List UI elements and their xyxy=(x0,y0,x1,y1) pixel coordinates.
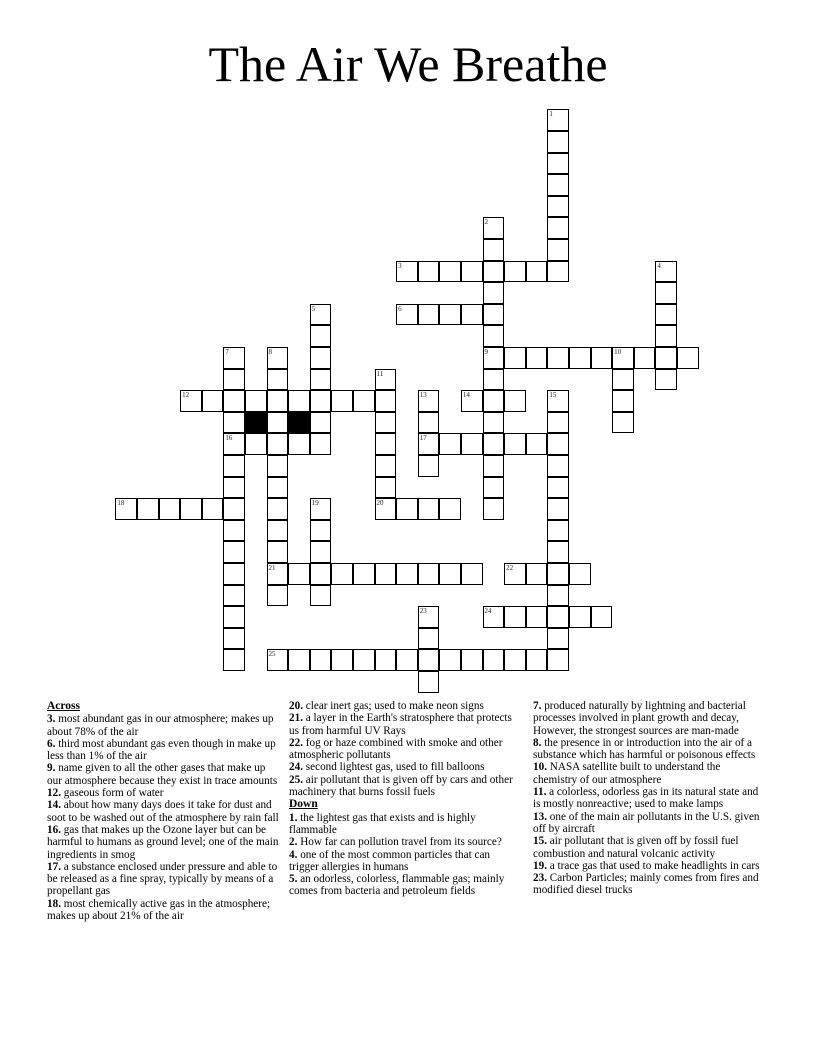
clue-number: 13 xyxy=(533,810,545,823)
grid-cell[interactable] xyxy=(439,433,461,455)
grid-cell[interactable] xyxy=(375,412,397,434)
grid-cell[interactable] xyxy=(223,455,245,477)
cell-number: 19 xyxy=(311,499,319,508)
clue-text: third most abundant gas even though in make up less than 1% of the air xyxy=(47,737,276,763)
grid-cell[interactable] xyxy=(267,433,289,455)
grid-cell[interactable] xyxy=(547,563,569,585)
grid-cell[interactable] xyxy=(461,649,483,671)
cell-number: 14 xyxy=(462,391,470,400)
across-clue xyxy=(289,712,521,737)
clue-number-dot: . xyxy=(294,811,301,824)
grid-cell[interactable] xyxy=(180,390,202,412)
grid-cell[interactable] xyxy=(310,369,332,391)
black-cell xyxy=(288,412,310,434)
grid-cell[interactable] xyxy=(483,347,505,369)
clue-number-dot: . xyxy=(544,761,550,774)
grid-cell[interactable] xyxy=(612,390,634,412)
grid-cell[interactable] xyxy=(310,412,332,434)
grid-cell[interactable] xyxy=(310,649,332,671)
clue-number: 20 xyxy=(289,700,301,712)
grid-cell[interactable] xyxy=(655,369,677,391)
grid-cell[interactable] xyxy=(547,606,569,628)
grid-cell[interactable] xyxy=(483,433,505,455)
grid-cell[interactable] xyxy=(223,585,245,607)
clue-number-dot: . xyxy=(538,700,545,712)
grid-cell[interactable] xyxy=(547,153,569,175)
clue-text: produced naturally by lightning and bacterial processes involved in plant growth and decay, However, the strongest sources are man-made xyxy=(533,700,746,737)
clue-text: the presence in or introduction into the air of a substance which has harmful or poisonous effects xyxy=(533,736,756,762)
grid-cell[interactable] xyxy=(655,304,677,326)
puzzle-title: The Air We Breathe xyxy=(208,36,608,92)
grid-cell[interactable] xyxy=(591,606,613,628)
clue-text: one of the most common particles that can trigger allergies in humans xyxy=(289,848,491,873)
grid-cell[interactable] xyxy=(655,325,677,347)
clue-number-dot: . xyxy=(544,859,550,872)
cell-number: 25 xyxy=(268,650,276,659)
clue-text: air pollutant that is given off by cars and other machinery that burns fossil fuels xyxy=(289,773,513,799)
cell-number: 24 xyxy=(484,607,492,616)
grid-cell[interactable] xyxy=(526,563,548,585)
grid-cell[interactable] xyxy=(547,649,569,671)
across-clue xyxy=(47,799,279,824)
grid-cell[interactable] xyxy=(483,455,505,477)
grid-cell[interactable] xyxy=(439,563,461,585)
grid-cell[interactable] xyxy=(504,563,526,585)
grid-cell[interactable] xyxy=(418,563,440,585)
down-clue xyxy=(533,786,765,811)
grid-cell[interactable] xyxy=(353,563,375,585)
grid-cell[interactable] xyxy=(461,304,483,326)
grid-cell[interactable] xyxy=(526,606,548,628)
grid-cell[interactable] xyxy=(375,563,397,585)
grid-cell[interactable] xyxy=(655,282,677,304)
grid-cell[interactable] xyxy=(547,520,569,542)
grid-cell[interactable] xyxy=(310,304,332,326)
black-cell xyxy=(245,412,267,434)
cell-number: 15 xyxy=(549,391,557,400)
clue-number-dot: . xyxy=(544,835,550,848)
grid-cell[interactable] xyxy=(569,606,591,628)
across-clue xyxy=(289,774,521,799)
cell-number: 7 xyxy=(225,347,229,356)
grid-cell[interactable] xyxy=(418,412,440,434)
clue-number-dot: . xyxy=(52,713,59,726)
clue-text: one of the main air pollutants in the U.S. given off by aircraft xyxy=(533,810,760,835)
clue-number: 16 xyxy=(47,823,59,836)
grid-cell[interactable] xyxy=(547,455,569,477)
grid-cell[interactable] xyxy=(396,563,418,585)
grid-cell[interactable] xyxy=(223,606,245,628)
grid-cell[interactable] xyxy=(331,390,353,412)
grid-cell[interactable] xyxy=(267,498,289,520)
grid-cell[interactable] xyxy=(483,217,505,239)
grid-cell[interactable] xyxy=(288,563,310,585)
clue-number: 15 xyxy=(533,835,545,848)
across-clue xyxy=(47,898,279,923)
clue-number: 8 xyxy=(533,736,539,749)
cell-number: 9 xyxy=(484,347,488,356)
grid-cell[interactable] xyxy=(483,477,505,499)
grid-cell[interactable] xyxy=(223,477,245,499)
grid-cell[interactable] xyxy=(547,261,569,283)
grid-cell[interactable] xyxy=(547,239,569,261)
clue-number: 5 xyxy=(289,873,295,886)
clue-number: 18 xyxy=(47,897,59,910)
down-clue xyxy=(289,812,521,837)
grid-cell[interactable] xyxy=(547,196,569,218)
grid-cell[interactable] xyxy=(202,390,224,412)
clue-text: gaseous form of water xyxy=(63,787,164,800)
grid-cell[interactable] xyxy=(223,369,245,391)
clue-text: most abundant gas in our atmosphere; makes up about 78% of the air xyxy=(47,713,274,738)
grid-cell[interactable] xyxy=(418,261,440,283)
grid-cell[interactable] xyxy=(439,649,461,671)
grid-cell[interactable] xyxy=(483,390,505,412)
clue-text: a trace gas that used to make headlights in cars xyxy=(549,859,760,872)
grid-cell[interactable] xyxy=(504,649,526,671)
clue-number-dot: . xyxy=(52,737,59,750)
clue-text: an odorless, colorless, flammable gas; mainly comes from bacteria and petroleum fields xyxy=(289,873,505,898)
cell-number: 1 xyxy=(549,110,553,119)
grid-cell[interactable] xyxy=(547,109,569,131)
grid-cell[interactable] xyxy=(439,261,461,283)
cell-number: 4 xyxy=(657,261,661,270)
grid-cell[interactable] xyxy=(634,347,656,369)
grid-cell[interactable] xyxy=(547,131,569,153)
grid-cell[interactable] xyxy=(483,369,505,391)
clue-number: 10 xyxy=(533,761,545,774)
grid-cell[interactable] xyxy=(375,498,397,520)
across-clue xyxy=(47,713,279,738)
across-clue xyxy=(289,737,521,762)
down-clue xyxy=(533,811,765,836)
clue-text: Carbon Particles; mainly comes from fires and modified diesel trucks xyxy=(533,872,759,897)
cell-number: 11 xyxy=(376,369,384,378)
clue-text: a substance enclosed under pressure and able to be released as a fine spray, typically by means of a propellant gas xyxy=(47,860,278,898)
grid-cell[interactable] xyxy=(504,606,526,628)
grid-cell[interactable] xyxy=(461,390,483,412)
down-clue xyxy=(533,872,765,897)
grid-cell[interactable] xyxy=(267,563,289,585)
grid-cell[interactable] xyxy=(310,325,332,347)
grid-cell[interactable] xyxy=(504,390,526,412)
clue-number-dot: . xyxy=(294,873,301,886)
clue-column-3 xyxy=(533,700,765,897)
grid-cell[interactable] xyxy=(331,563,353,585)
grid-cell[interactable] xyxy=(547,347,569,369)
clue-number: 24 xyxy=(289,761,301,774)
clue-text: most chemically active gas in the atmosphere; makes up about 21% of the air xyxy=(47,897,271,923)
grid-cell[interactable] xyxy=(483,239,505,261)
grid-cell[interactable] xyxy=(223,649,245,671)
across-clue xyxy=(47,824,279,861)
grid-cell[interactable] xyxy=(418,498,440,520)
cell-number: 5 xyxy=(311,304,316,313)
grid-cell[interactable] xyxy=(483,304,505,326)
clue-number: 23 xyxy=(533,872,545,885)
clue-number: 19 xyxy=(533,859,545,872)
grid-cell[interactable] xyxy=(223,541,245,563)
cell-number: 21 xyxy=(268,563,276,572)
grid-cell[interactable] xyxy=(677,347,699,369)
grid-cell[interactable] xyxy=(483,325,505,347)
grid-cell[interactable] xyxy=(483,412,505,434)
across-clue xyxy=(47,787,279,799)
grid-cell[interactable] xyxy=(310,498,332,520)
grid-cell[interactable] xyxy=(310,433,332,455)
grid-cell[interactable] xyxy=(461,563,483,585)
down-heading: Down xyxy=(289,798,318,811)
clue-number: 22 xyxy=(289,736,301,749)
grid-cell[interactable] xyxy=(267,541,289,563)
across-clue xyxy=(289,761,521,773)
grid-cell[interactable] xyxy=(569,563,591,585)
cell-number: 23 xyxy=(419,607,427,616)
grid-cell[interactable] xyxy=(418,649,440,671)
grid-cell[interactable] xyxy=(223,390,245,412)
clue-number: 7 xyxy=(533,700,539,712)
across-clue xyxy=(47,738,279,763)
clue-number: 11 xyxy=(533,786,544,799)
cell-number: 13 xyxy=(419,391,427,400)
grid-cell[interactable] xyxy=(569,347,591,369)
clue-number-dot: . xyxy=(300,773,306,786)
grid-cell[interactable] xyxy=(288,433,310,455)
grid-cell[interactable] xyxy=(483,261,505,283)
grid-cell[interactable] xyxy=(223,498,245,520)
clue-text: a colorless, odorless gas in its natural state and is mostly nonreactive; used to make lamps xyxy=(533,786,759,811)
grid-cell[interactable] xyxy=(418,628,440,650)
grid-cell[interactable] xyxy=(223,412,245,434)
grid-cell[interactable] xyxy=(288,649,310,671)
grid-cell[interactable] xyxy=(591,347,613,369)
grid-cell[interactable] xyxy=(310,585,332,607)
clue-number-dot: . xyxy=(544,810,550,823)
grid-cell[interactable] xyxy=(396,649,418,671)
clue-text: about how many days does it take for dust and soot to be washed out of the atmosphere by rain fall xyxy=(47,799,279,824)
clue-number: 17 xyxy=(47,860,59,873)
grid-cell[interactable] xyxy=(375,433,397,455)
clue-number-dot: . xyxy=(294,848,301,861)
down-clue xyxy=(533,737,765,762)
grid-cell[interactable] xyxy=(267,585,289,607)
grid-cell[interactable] xyxy=(223,433,245,455)
grid-cell[interactable] xyxy=(375,649,397,671)
grid-cell[interactable] xyxy=(612,412,634,434)
grid-cell[interactable] xyxy=(310,520,332,542)
clue-number: 14 xyxy=(47,799,59,812)
across-clue xyxy=(47,861,279,898)
across-clue xyxy=(289,700,521,712)
grid-cell[interactable] xyxy=(547,498,569,520)
clue-text: second lightest gas, used to fill balloons xyxy=(305,761,485,774)
grid-cell[interactable] xyxy=(483,649,505,671)
grid-cell[interactable] xyxy=(461,433,483,455)
grid-cell[interactable] xyxy=(288,390,310,412)
grid-cell[interactable] xyxy=(547,433,569,455)
clue-column-2 xyxy=(289,700,521,898)
grid-cell[interactable] xyxy=(483,498,505,520)
cell-number: 8 xyxy=(268,347,272,356)
grid-cell[interactable] xyxy=(375,477,397,499)
clue-text: a layer in the Earth's stratosphere that protects us from harmful UV Rays xyxy=(289,712,512,737)
down-clue xyxy=(289,849,521,874)
grid-cell[interactable] xyxy=(353,390,375,412)
grid-cell[interactable] xyxy=(310,390,332,412)
clue-number-dot: . xyxy=(544,872,550,885)
grid-cell[interactable] xyxy=(202,498,224,520)
grid-cell[interactable] xyxy=(267,477,289,499)
cell-number: 16 xyxy=(225,434,233,443)
clue-number-dot: . xyxy=(58,897,64,910)
grid-cell[interactable] xyxy=(137,498,159,520)
clue-text: clear inert gas; used to make neon signs xyxy=(305,700,484,712)
grid-cell[interactable] xyxy=(180,498,202,520)
grid-cell[interactable] xyxy=(115,498,137,520)
grid-cell[interactable] xyxy=(245,390,267,412)
cell-number: 17 xyxy=(419,434,427,443)
cell-number: 20 xyxy=(376,499,384,508)
cell-number: 3 xyxy=(398,261,402,270)
down-clue xyxy=(289,836,521,848)
grid-cell[interactable] xyxy=(418,455,440,477)
grid-cell[interactable] xyxy=(375,455,397,477)
grid-cell[interactable] xyxy=(504,261,526,283)
grid-cell[interactable] xyxy=(547,412,569,434)
grid-cell[interactable] xyxy=(223,628,245,650)
grid-cell[interactable] xyxy=(310,541,332,563)
grid-cell[interactable] xyxy=(396,304,418,326)
grid-cell[interactable] xyxy=(267,412,289,434)
down-clue xyxy=(533,860,765,872)
grid-cell[interactable] xyxy=(267,369,289,391)
clue-number-dot: . xyxy=(300,761,306,774)
grid-cell[interactable] xyxy=(418,390,440,412)
down-clue xyxy=(533,761,765,786)
grid-cell[interactable] xyxy=(267,649,289,671)
clue-text: fog or haze combined with smoke and other atmospheric pollutants xyxy=(289,736,503,762)
grid-cell[interactable] xyxy=(439,304,461,326)
grid-cell[interactable] xyxy=(612,369,634,391)
grid-cell[interactable] xyxy=(396,261,418,283)
down-clue xyxy=(289,873,521,898)
clue-number: 12 xyxy=(47,787,59,800)
grid-cell[interactable] xyxy=(331,649,353,671)
grid-cell[interactable] xyxy=(223,520,245,542)
clue-column-1 xyxy=(47,700,279,922)
grid-cell[interactable] xyxy=(375,390,397,412)
grid-cell[interactable] xyxy=(418,304,440,326)
clue-number: 1 xyxy=(289,811,295,824)
grid-cell[interactable] xyxy=(483,606,505,628)
cell-number: 10 xyxy=(614,347,622,356)
grid-cell[interactable] xyxy=(526,261,548,283)
clue-number: 3 xyxy=(47,713,53,726)
clue-number-dot: . xyxy=(52,762,59,775)
grid-cell[interactable] xyxy=(159,498,181,520)
grid-cell[interactable] xyxy=(526,347,548,369)
clue-number-dot: . xyxy=(58,860,64,873)
grid-cell[interactable] xyxy=(267,455,289,477)
cell-number: 2 xyxy=(484,218,488,227)
grid-cell[interactable] xyxy=(483,282,505,304)
grid-cell[interactable] xyxy=(439,498,461,520)
grid-cell[interactable] xyxy=(223,347,245,369)
grid-cell[interactable] xyxy=(526,433,548,455)
grid-cell[interactable] xyxy=(245,433,267,455)
grid-cell[interactable] xyxy=(375,369,397,391)
cell-number: 22 xyxy=(506,563,514,572)
grid-cell[interactable] xyxy=(655,261,677,283)
grid-cell[interactable] xyxy=(547,628,569,650)
down-clue xyxy=(533,700,765,737)
cell-number: 18 xyxy=(117,499,125,508)
clue-number-dot: . xyxy=(294,836,301,849)
grid-cell[interactable] xyxy=(310,563,332,585)
grid-cell[interactable] xyxy=(655,347,677,369)
grid-cell[interactable] xyxy=(267,520,289,542)
cell-number: 12 xyxy=(182,391,190,400)
clue-number: 9 xyxy=(47,762,53,775)
grid-cell[interactable] xyxy=(504,347,526,369)
clue-text: the lightest gas that exists and is highly flammable xyxy=(289,811,476,836)
clue-number-dot: . xyxy=(300,712,306,725)
clue-number: 4 xyxy=(289,848,295,861)
clue-number-dot: . xyxy=(300,700,306,712)
clue-number: 25 xyxy=(289,773,301,786)
grid-cell[interactable] xyxy=(223,563,245,585)
grid-cell[interactable] xyxy=(267,347,289,369)
clue-text: gas that makes up the Ozone layer but can be harmful to humans as ground level; one of the main ingredients in smog xyxy=(47,823,279,861)
grid-cell[interactable] xyxy=(418,606,440,628)
grid-cell[interactable] xyxy=(310,347,332,369)
clue-number-dot: . xyxy=(538,736,545,749)
grid-cell[interactable] xyxy=(504,433,526,455)
grid-cell[interactable] xyxy=(547,541,569,563)
clue-text: How far can pollution travel from its source? xyxy=(300,836,502,849)
across-clue xyxy=(47,762,279,787)
grid-cell[interactable] xyxy=(267,390,289,412)
grid-cell[interactable] xyxy=(461,261,483,283)
grid-cell[interactable] xyxy=(418,433,440,455)
grid-cell[interactable] xyxy=(353,649,375,671)
clue-number-dot: . xyxy=(543,786,550,799)
down-clue xyxy=(533,835,765,860)
clue-number-dot: . xyxy=(300,736,306,749)
cell-number: 6 xyxy=(398,304,402,313)
grid-cell[interactable] xyxy=(547,585,569,607)
grid-cell[interactable] xyxy=(526,649,548,671)
across-heading: Across xyxy=(47,700,81,712)
grid-cell[interactable] xyxy=(547,217,569,239)
clue-number: 6 xyxy=(47,737,53,750)
clue-number-dot: . xyxy=(58,787,64,800)
clue-number: 21 xyxy=(289,712,301,725)
clue-number: 2 xyxy=(289,836,295,849)
grid-cell[interactable] xyxy=(547,174,569,196)
clue-text: air pollutant that is given off by fossil fuel combustion and natural volcanic activity xyxy=(533,835,739,860)
grid-cell[interactable] xyxy=(547,390,569,412)
clue-text: NASA satellite built to understand the chemistry of our atmosphere xyxy=(533,761,721,786)
clue-text: name given to all the other gases that make up our atmosphere because they exist in trace amounts xyxy=(47,762,278,787)
grid-cell[interactable] xyxy=(396,498,418,520)
clue-number-dot: . xyxy=(58,823,64,836)
grid-cell[interactable] xyxy=(418,671,440,693)
grid-cell[interactable] xyxy=(547,477,569,499)
grid-cell[interactable] xyxy=(612,347,634,369)
clue-number-dot: . xyxy=(58,799,64,812)
